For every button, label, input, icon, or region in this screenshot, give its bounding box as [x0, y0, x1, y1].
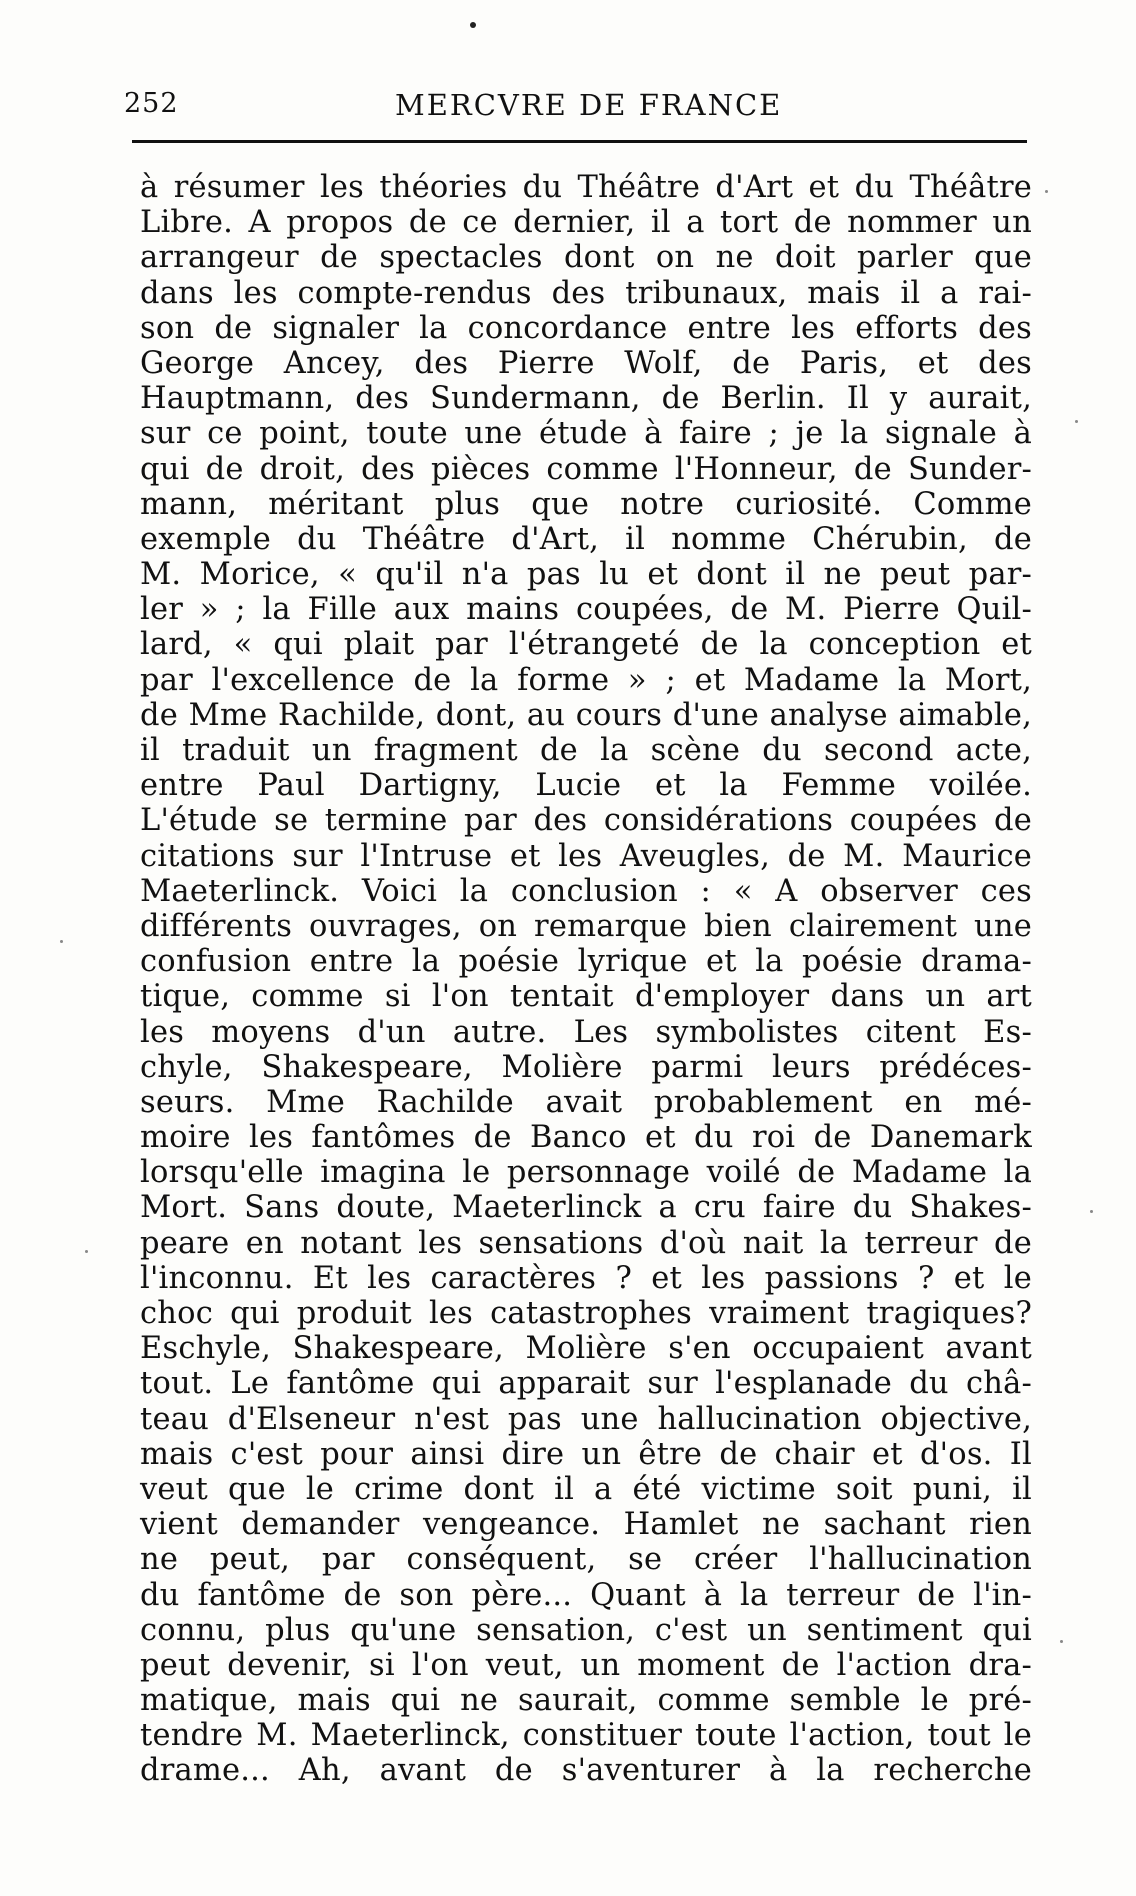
text-line: lorsqu'elle imagina le personnage voilé de Madame la [140, 1155, 1032, 1191]
text-line: confusion entre la poésie lyrique et la poésie drama- [140, 944, 1032, 980]
text-line: tout. Le fantôme qui apparait sur l'esplanade du châ- [140, 1366, 1032, 1402]
text-line: son de signaler la concordance entre les efforts des [140, 310, 1032, 346]
text-line: tique, comme si l'on tentait d'employer dans un art [140, 979, 1032, 1015]
text-line: peut devenir, si l'on veut, un moment de l'action dra- [140, 1647, 1032, 1683]
page-number: 252 [124, 88, 179, 119]
text-line: entre Paul Dartigny, Lucie et la Femme voilée. [140, 768, 1032, 804]
text-line: Mort. Sans doute, Maeterlinck a cru faire du Shakes- [140, 1190, 1032, 1226]
text-line: connu, plus qu'une sensation, c'est un sentiment qui [140, 1612, 1032, 1648]
text-line: il traduit un fragment de la scène du second acte, [140, 733, 1032, 768]
text-line: vient demander vengeance. Hamlet ne sachant rien [140, 1507, 1032, 1543]
text-line: M. Morice, « qu'il n'a pas lu et dont il ne peut par- [140, 557, 1032, 593]
text-line: Maeterlinck. Voici la conclusion : « A observer ces [140, 873, 1032, 909]
scan-speck [60, 940, 63, 943]
text-line: dans les compte-rendus des tribunaux, mais il a rai- [140, 275, 1032, 311]
text-line: Libre. A propos de ce dernier, il a tort de nommer un [140, 205, 1032, 241]
text-line: à résumer les théories du Théâtre d'Art et du Théâtre [140, 170, 1032, 205]
text-line: Eschyle, Shakespeare, Molière s'en occupaient avant [140, 1331, 1032, 1367]
text-line: par l'excellence de la forme » ; et Madame la Mort, [140, 662, 1032, 698]
text-line: les moyens d'un autre. Les symbolistes citent Es- [140, 1014, 1032, 1050]
text-line: mann, méritant plus que notre curiosité. Comme [140, 486, 1032, 522]
text-line: George Ancey, des Pierre Wolf, de Paris, et des [140, 345, 1032, 381]
text-line: qui de droit, des pièces comme l'Honneur, de Sunder- [140, 451, 1032, 487]
text-line: teau d'Elseneur n'est pas une hallucination objective, [140, 1401, 1032, 1437]
text-line: arrangeur de spectacles dont on ne doit parler que [140, 240, 1032, 276]
scan-speck [85, 1250, 88, 1253]
text-line: drame... Ah, avant de s'aventurer à la recherche [140, 1753, 1032, 1789]
text-line: exemple du Théâtre d'Art, il nomme Chérubin, de [140, 521, 1032, 557]
scan-speck [1075, 420, 1078, 423]
text-line: du fantôme de son père... Quant à la terreur de l'in- [140, 1577, 1032, 1613]
text-line: ler » ; la Fille aux mains coupées, de M. Pierre Quil- [140, 592, 1032, 628]
text-line: chyle, Shakespeare, Molière parmi leurs prédéces- [140, 1049, 1032, 1085]
text-line: peare en notant les sensations d'où nait la terreur de [140, 1225, 1032, 1261]
text-line: lard, « qui plait par l'étrangeté de la conception et [140, 627, 1032, 663]
text-line: seurs. Mme Rachilde avait probablement en mé- [140, 1084, 1032, 1120]
scan-speck [1060, 1640, 1063, 1643]
text-line: l'inconnu. Et les caractères ? et les passions ? et le [140, 1260, 1032, 1296]
text-line: veut que le crime dont il a été victime soit puni, il [140, 1471, 1032, 1507]
text-line: Hauptmann, des Sundermann, de Berlin. Il y aurait, [140, 381, 1032, 417]
text-line: choc qui produit les catastrophes vraiment tragiques? [140, 1296, 1032, 1331]
text-line: L'étude se termine par des considérations coupées de [140, 803, 1032, 839]
text-line: sur ce point, toute une étude à faire ; je la signale à [140, 416, 1032, 452]
running-head: MERCVRE DE FRANCE [395, 88, 783, 122]
text-line: matique, mais qui ne saurait, comme semble le pré- [140, 1683, 1032, 1719]
text-line: différents ouvrages, on remarque bien clairement une [140, 908, 1032, 944]
body-text [140, 170, 1032, 1789]
header-rule [132, 140, 1027, 143]
text-line: de Mme Rachilde, dont, au cours d'une analyse aimable, [140, 697, 1032, 733]
text-line: mais c'est pour ainsi dire un être de chair et d'os. Il [140, 1436, 1032, 1472]
text-line: moire les fantômes de Banco et du roi de Danemark [140, 1120, 1032, 1156]
scan-speck [1045, 190, 1048, 193]
text-line: ne peut, par conséquent, se créer l'hallucination [140, 1542, 1032, 1578]
text-line: tendre M. Maeterlinck, constituer toute l'action, tout le [140, 1718, 1032, 1754]
scan-speck [470, 22, 476, 28]
text-line: citations sur l'Intruse et les Aveugles, de M. Maurice [140, 838, 1032, 874]
scan-speck [1090, 1210, 1093, 1213]
